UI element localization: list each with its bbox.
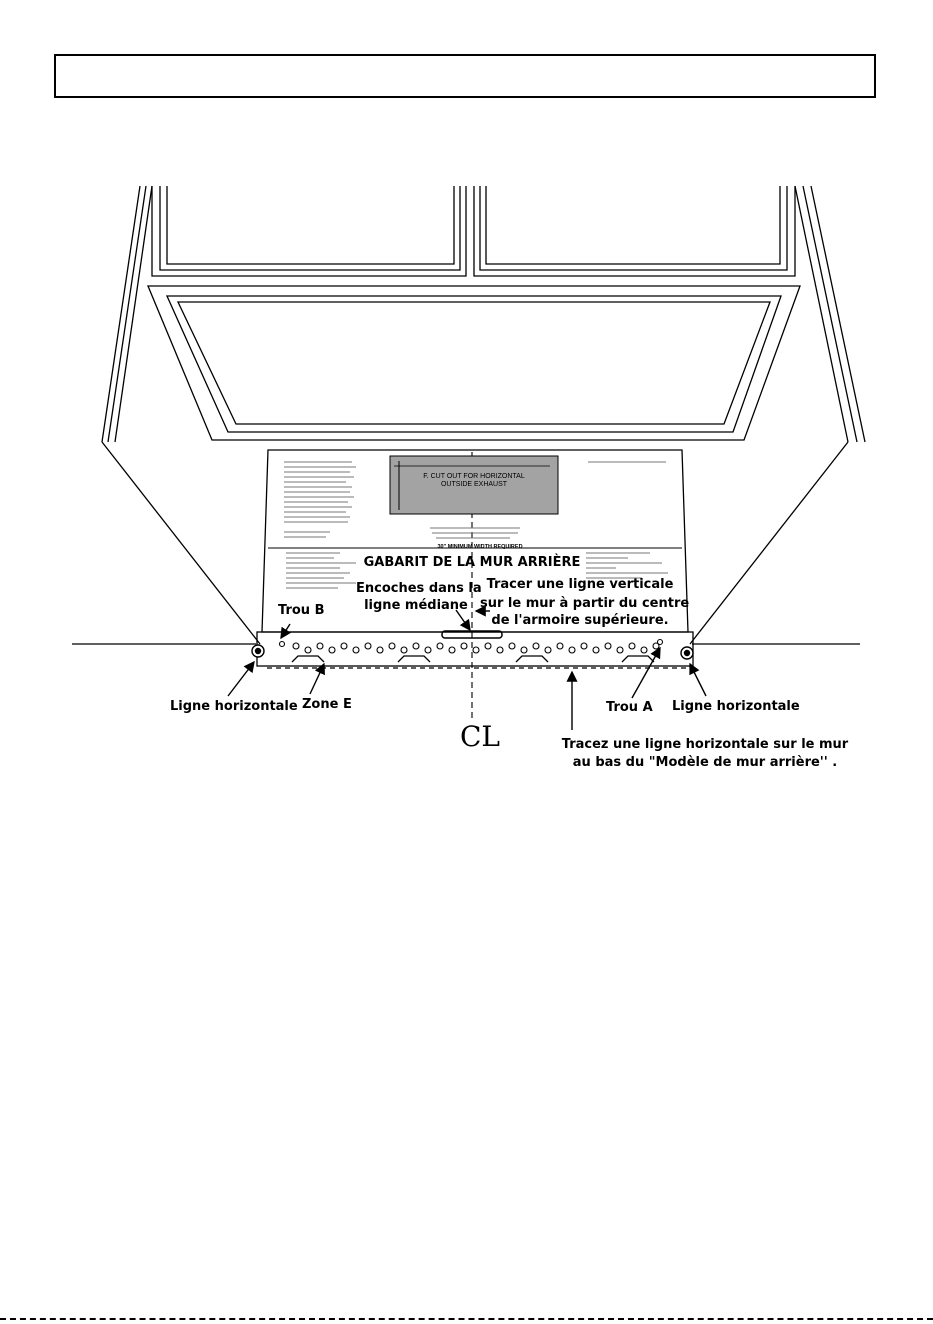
horizontal-right-label: Ligne horizontale [672,699,800,714]
vertical-line-label-2: sur le mur à partir du centre [480,596,690,611]
notches-label-2: ligne médiane [364,598,468,613]
horizontal-left-label: Ligne horizontale [170,699,298,714]
vertical-line-label-3: de l'armoire supérieure. [491,613,669,628]
hole-b [280,642,285,647]
right-cabinet-side [795,186,865,442]
slot-tabs [292,656,654,662]
arrow-horizontal-right [690,664,706,696]
hole-a-label: Trou A [606,700,653,715]
cabinet-bottom [148,286,800,440]
zone-e-label: Zone E [302,697,352,712]
left-cabinet-side [102,186,152,442]
hole-a [658,640,663,645]
template-title: GABARIT DE LA MUR ARRIÈRE [363,555,581,570]
centerline-symbol: CL [460,720,501,753]
hole-b-label: Trou B [278,603,325,618]
cutout-title: F. CUT OUT FOR HORIZONTAL [423,473,525,480]
left-cabinet-door [152,186,466,276]
arrow-horizontal-left [228,662,254,696]
trace-line-label-1: Tracez une ligne horizontale sur le mur [561,737,849,752]
vertical-line-label-1: Tracer une ligne verticale [486,577,674,592]
notches-label-1: Encoches dans la [356,581,482,596]
right-cabinet-door [474,186,795,276]
arrow-hole-b [281,624,290,638]
mounting-holes [280,640,663,654]
cutout-subtitle: OUTSIDE EXHAUST [440,481,508,488]
min-width-note: 30" MINIMUM WIDTH REQUIRED [437,544,523,550]
trace-line-label-2: au bas du "Modèle de mur arrière'' . [572,755,838,770]
page-bottom-edge [0,1318,933,1320]
